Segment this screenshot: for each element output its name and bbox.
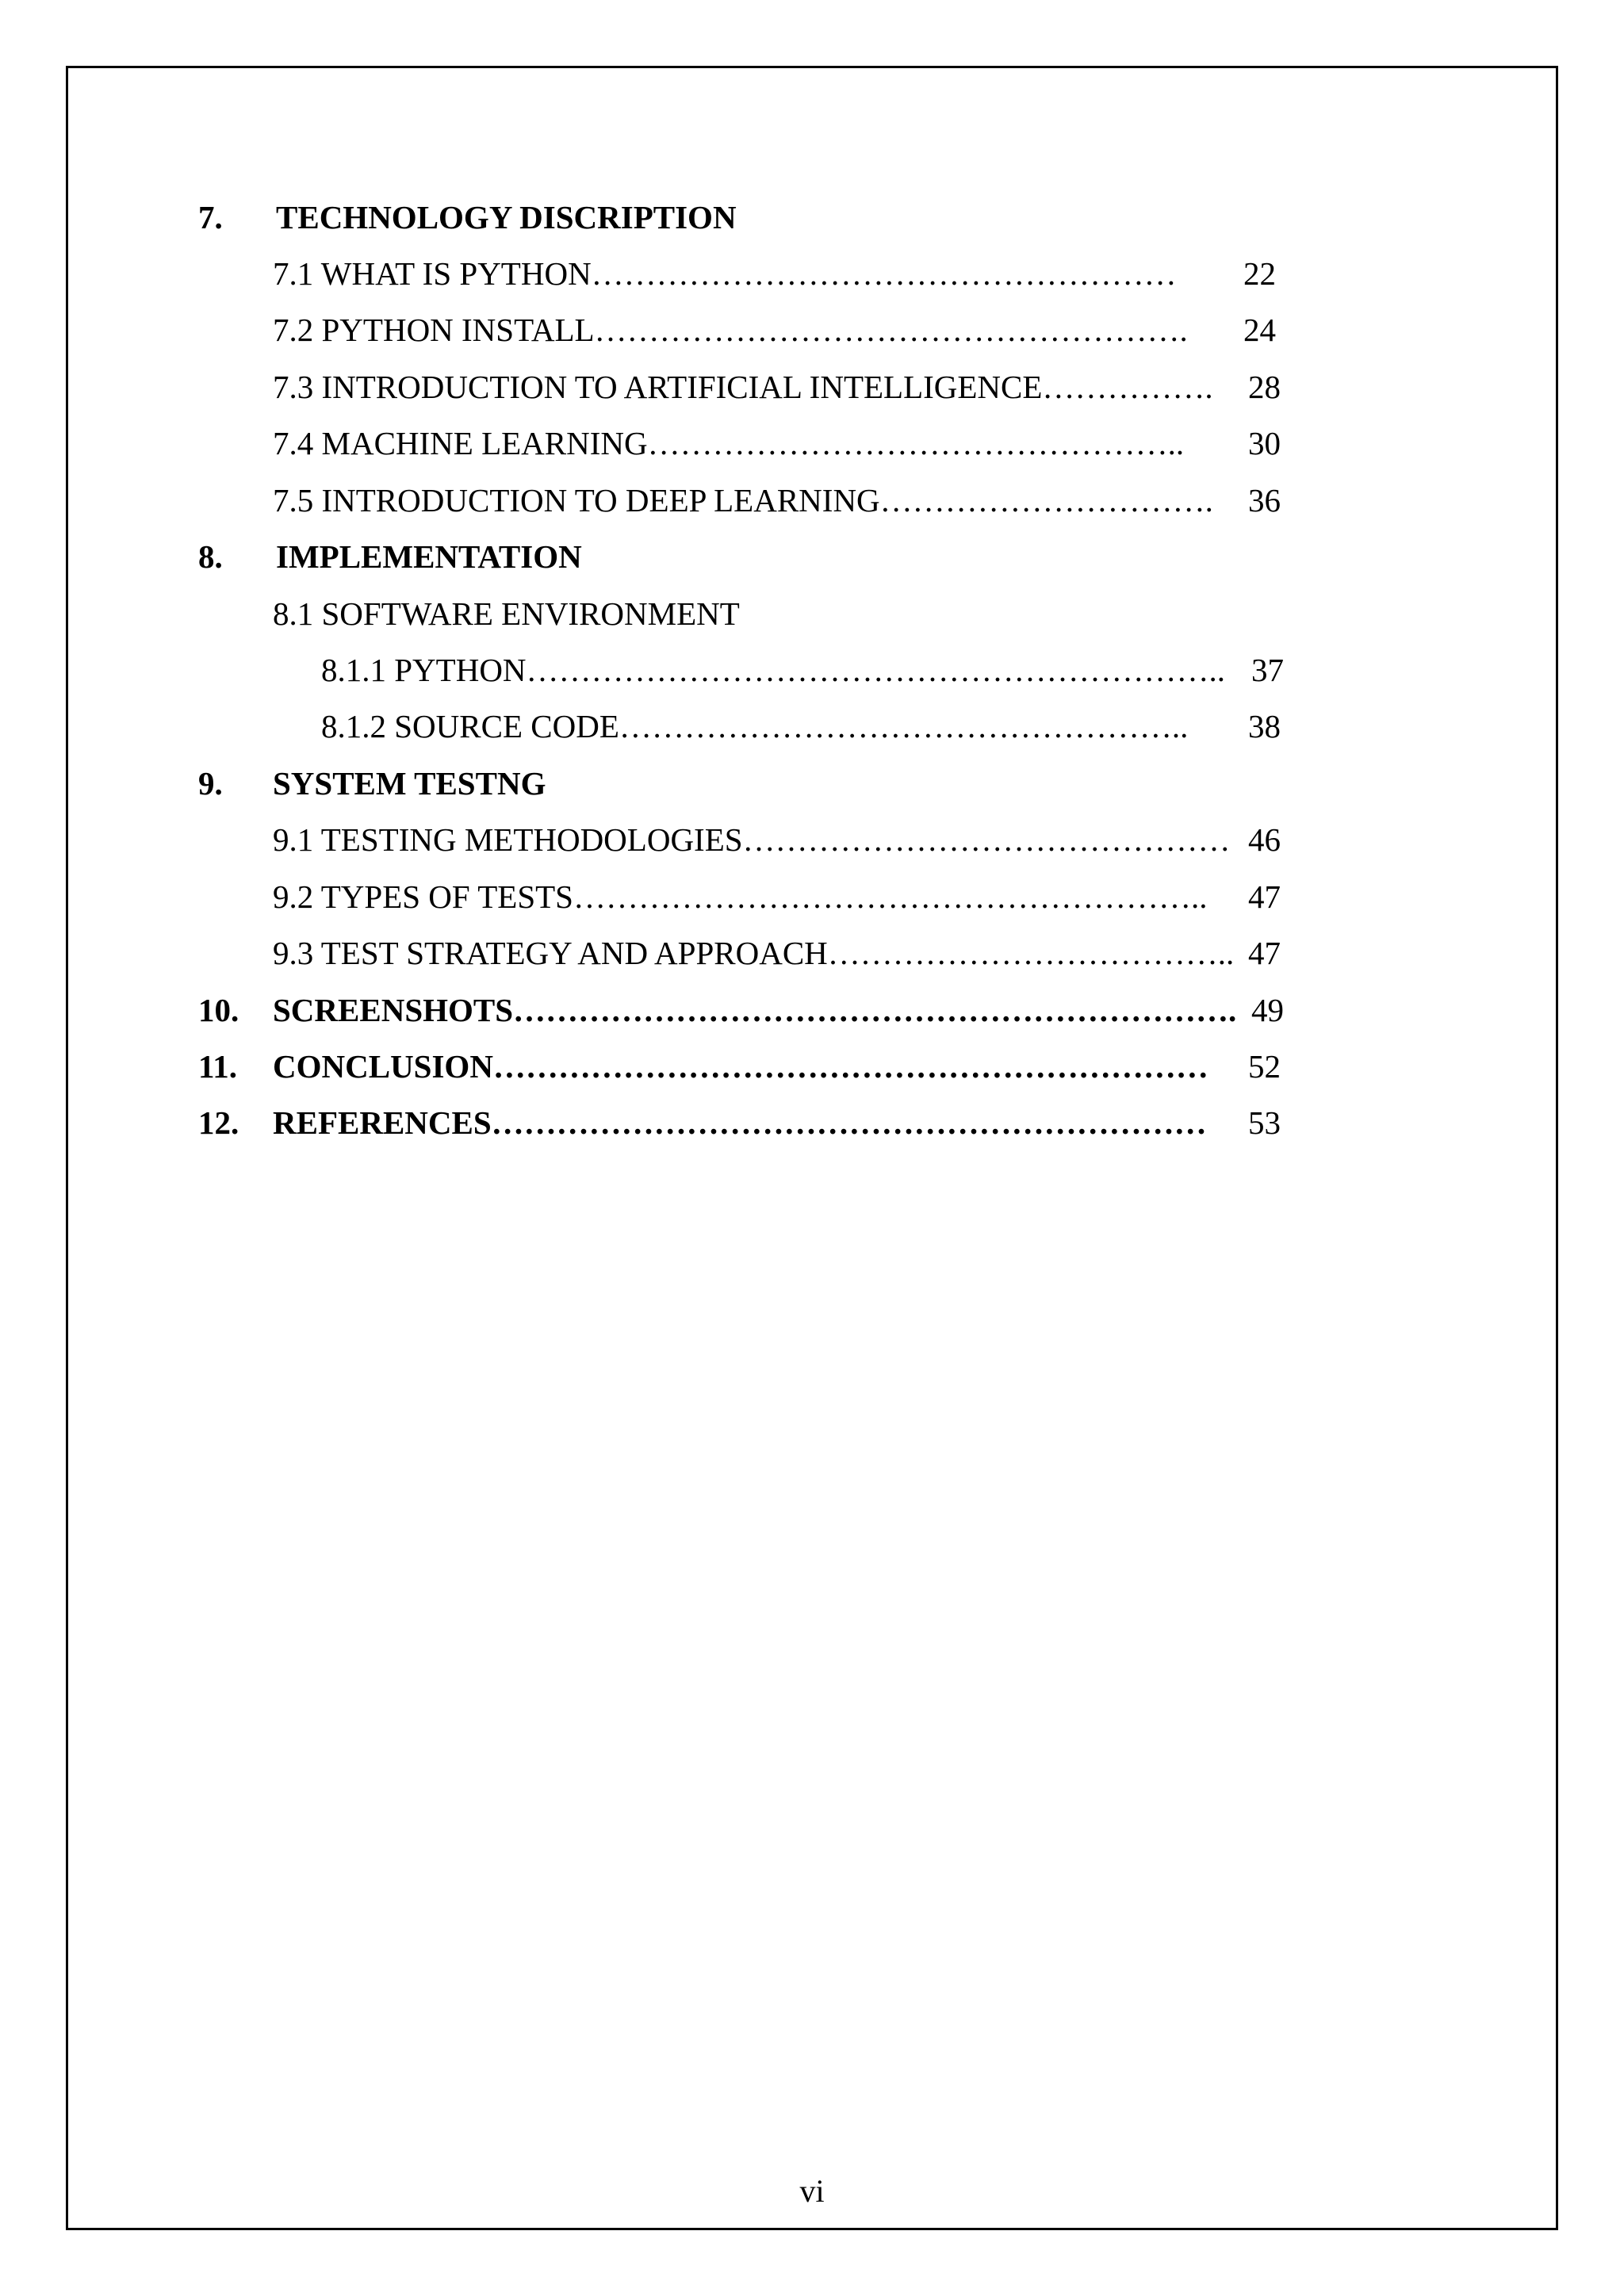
toc-entry-page: 28 — [1248, 369, 1281, 405]
toc-entry-label: 7.4 MACHINE LEARNING………………………………………….. — [273, 425, 1185, 461]
toc-subheading-label: 8.1 SOFTWARE ENVIRONMENT — [273, 595, 740, 632]
toc-entry-page: 53 — [1248, 1104, 1281, 1141]
toc-section-title: SCREENSHOTS…………………………………………………………. — [273, 992, 1237, 1028]
toc-entry-page: 22 — [1243, 255, 1276, 292]
toc-entry[interactable] — [321, 702, 1188, 750]
toc-entry[interactable] — [273, 929, 1234, 977]
toc-section-number: 11. — [198, 1048, 237, 1085]
toc-entry-page: 24 — [1243, 312, 1276, 348]
toc-entry-page: 30 — [1248, 425, 1281, 461]
toc-entry-page: 38 — [1248, 708, 1281, 744]
toc-subheading — [273, 590, 740, 637]
toc-entry-label: 7.1 WHAT IS PYTHON……………………………………………… — [273, 255, 1177, 292]
toc-entry-page: 47 — [1248, 935, 1281, 971]
toc-entry-label: 7.2 PYTHON INSTALL………………………………………………. — [273, 312, 1188, 348]
toc-section-title: TECHNOLOGY DISCRIPTION — [276, 199, 737, 235]
toc-entry-label: 9.1 TESTING METHODOLOGIES……………………………………… — [273, 821, 1231, 858]
toc-section-number: 8. — [198, 538, 223, 575]
toc-section-number: 10. — [198, 992, 239, 1028]
toc-entry-page: 49 — [1251, 992, 1284, 1028]
toc-entry-label: 9.3 TEST STRATEGY AND APPROACH……………………………….. — [273, 935, 1235, 971]
toc-entry-label: 9.2 TYPES OF TESTS………………………………………………….. — [273, 878, 1208, 915]
toc-entry-page: 36 — [1248, 482, 1281, 519]
toc-entry[interactable] — [273, 476, 1213, 524]
toc-entry[interactable] — [273, 816, 1231, 863]
toc-entry-label: 8.1.1 PYTHON……………………………………………………….. — [321, 652, 1226, 688]
toc-entry-label: 8.1.2 SOURCE CODE…………………………………………….. — [321, 708, 1189, 744]
toc-entry-page: 37 — [1251, 652, 1284, 688]
toc-section-title: IMPLEMENTATION — [276, 538, 582, 575]
toc-section-title: CONCLUSION………………………………………………………… — [273, 1048, 1208, 1085]
toc-section-number: 7. — [198, 199, 223, 235]
toc-entry[interactable] — [321, 646, 1225, 694]
toc-entry-label: 7.5 INTRODUCTION TO DEEP LEARNING…………………………. — [273, 482, 1213, 519]
toc-entry-page: 52 — [1248, 1048, 1281, 1085]
toc-entry[interactable] — [273, 306, 1188, 354]
toc-section-title: SYSTEM TESTNG — [273, 765, 546, 802]
toc-entry-label: 7.3 INTRODUCTION TO ARTIFICIAL INTELLIGENCE……………. — [273, 369, 1213, 405]
toc-section-number: 12. — [198, 1104, 239, 1141]
toc-section-title: REFERENCES………………………………………………………… — [273, 1104, 1207, 1141]
toc-entry[interactable] — [273, 250, 1177, 297]
toc-entry[interactable] — [273, 873, 1207, 920]
toc-entry[interactable] — [273, 363, 1213, 411]
toc-entry-page: 46 — [1248, 821, 1281, 858]
toc-section-number: 9. — [198, 765, 223, 802]
toc-entry-page: 47 — [1248, 878, 1281, 915]
toc-entry[interactable] — [273, 419, 1184, 467]
page-number: vi — [799, 2173, 825, 2209]
